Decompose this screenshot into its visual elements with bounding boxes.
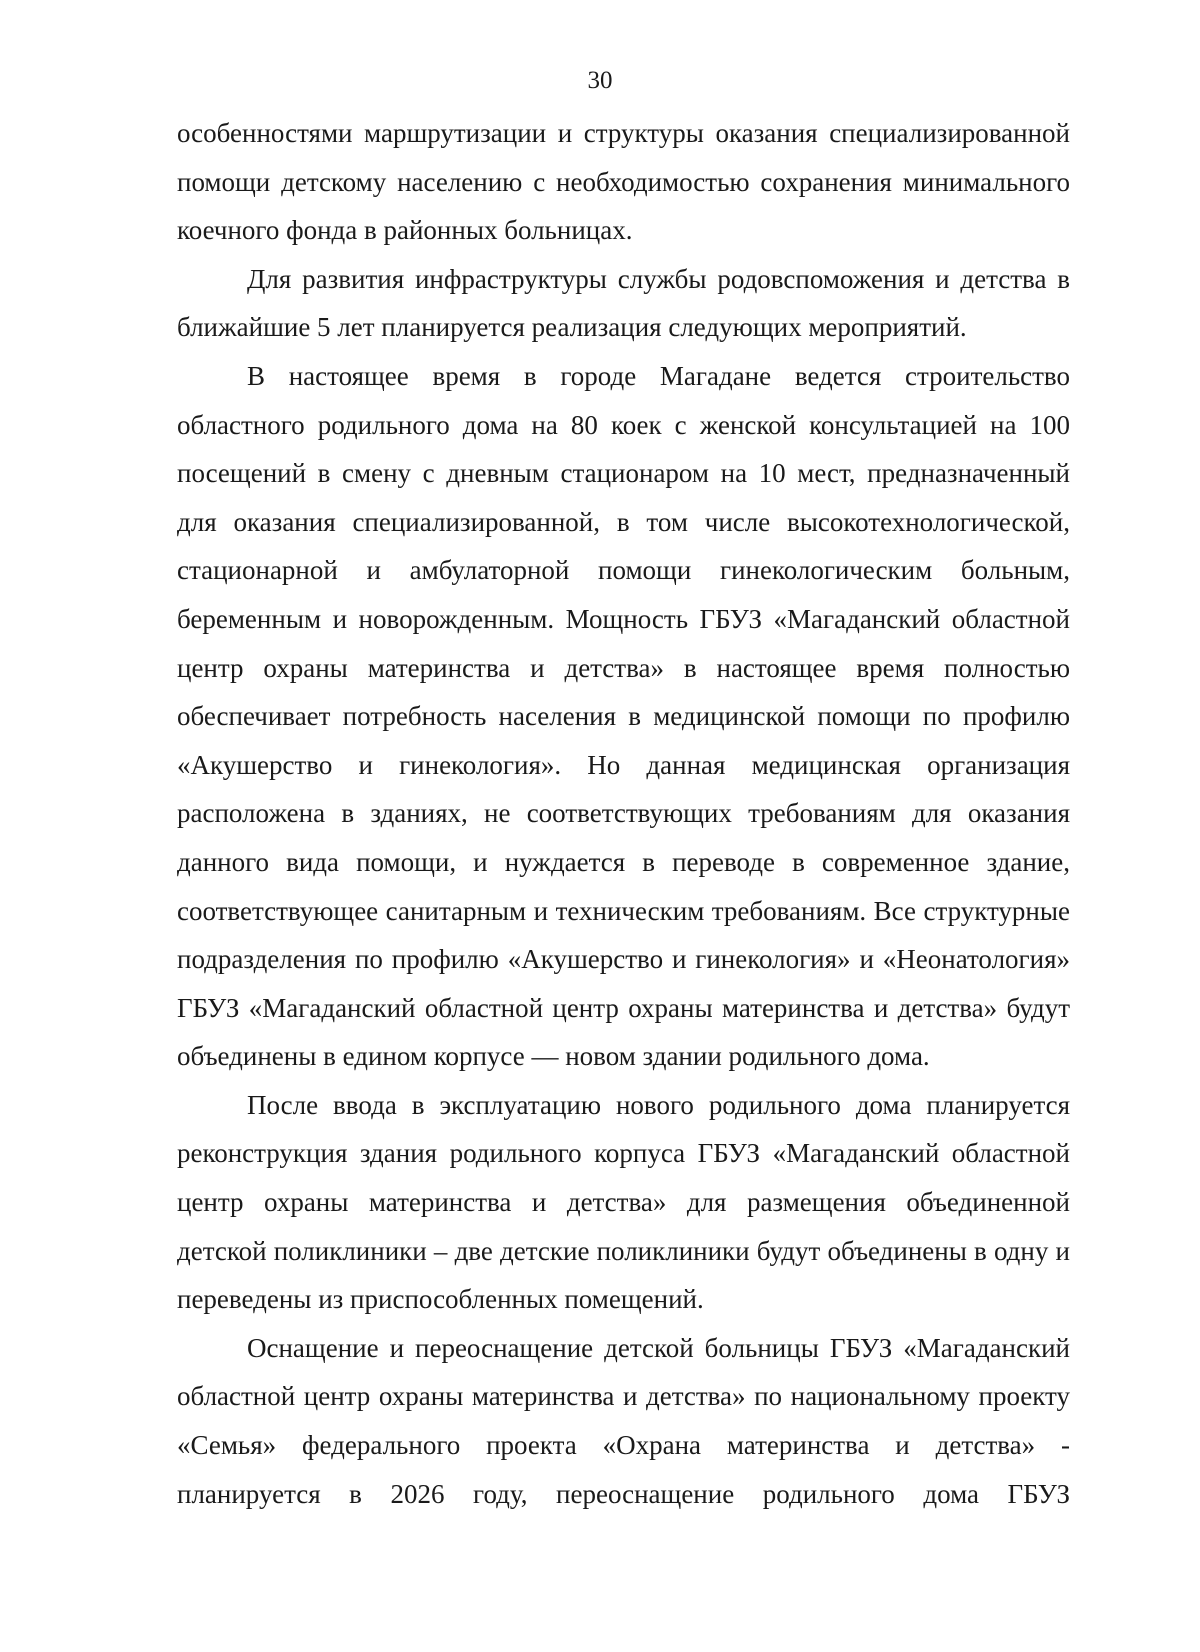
paragraph-maternity-hospital-construction: В настоящее время в городе Магадане ведется строительство областного родильного дома на 80 коек с женской консультацией на 100 посещений в смену с дневным стационаром на 10 мест, предназначенный для оказания специализированной, в том числе высокотехнологической, стационарной и амбулаторной помощи гинекологическим больным, беременным и новорожденным. Мощность ГБУЗ «Магаданский областной центр охраны материнства и детства» в настоящее время полностью обеспечивает потребность населения в медицинской помощи по профилю «Акушерство и гинекология». Но данная медицинская организация расположена в зданиях, не соответствующих требованиям для оказания данного вида помощи, и нуждается в переводе в современное здание, соответствующее санитарным и техническим требованиям. Все структурные подразделения по профилю «Акушерство и гинекология» и «Неонатология» ГБУЗ «Магаданский областной центр охраны материнства и детства» будут объединены в едином корпусе — новом здании родильного дома. [177, 360, 1070, 1072]
document-body [177, 109, 1070, 1518]
paragraph-reconstruction: После ввода в эксплуатацию нового родильного дома планируется реконструкция здания родильного корпуса ГБУЗ «Магаданский областной центр охраны материнства и детства» для размещения объединенной детской поликлиники – две детские поликлиники будут объединены в одну и переведены из приспособленных помещений. [177, 1089, 1070, 1315]
paragraph-equipment: Оснащение и переоснащение детской больницы ГБУЗ «Магаданский областной центр охраны материнства и детства» по национальному проекту «Семья» федерального проекта «Охрана материнства и детства» - планируется в 2026 году, переоснащение родильного дома ГБУЗ [177, 1332, 1070, 1509]
page-number: 30 [587, 67, 613, 94]
paragraph-infrastructure-plans: Для развития инфраструктуры службы родовспоможения и детства в ближайшие 5 лет планируется реализация следующих мероприятий. [177, 263, 1070, 343]
paragraph-continuation: особенностями маршрутизации и структуры оказания специализированной помощи детскому населению с необходимостью сохранения минимального коечного фонда в районных больницах. [177, 118, 1070, 246]
